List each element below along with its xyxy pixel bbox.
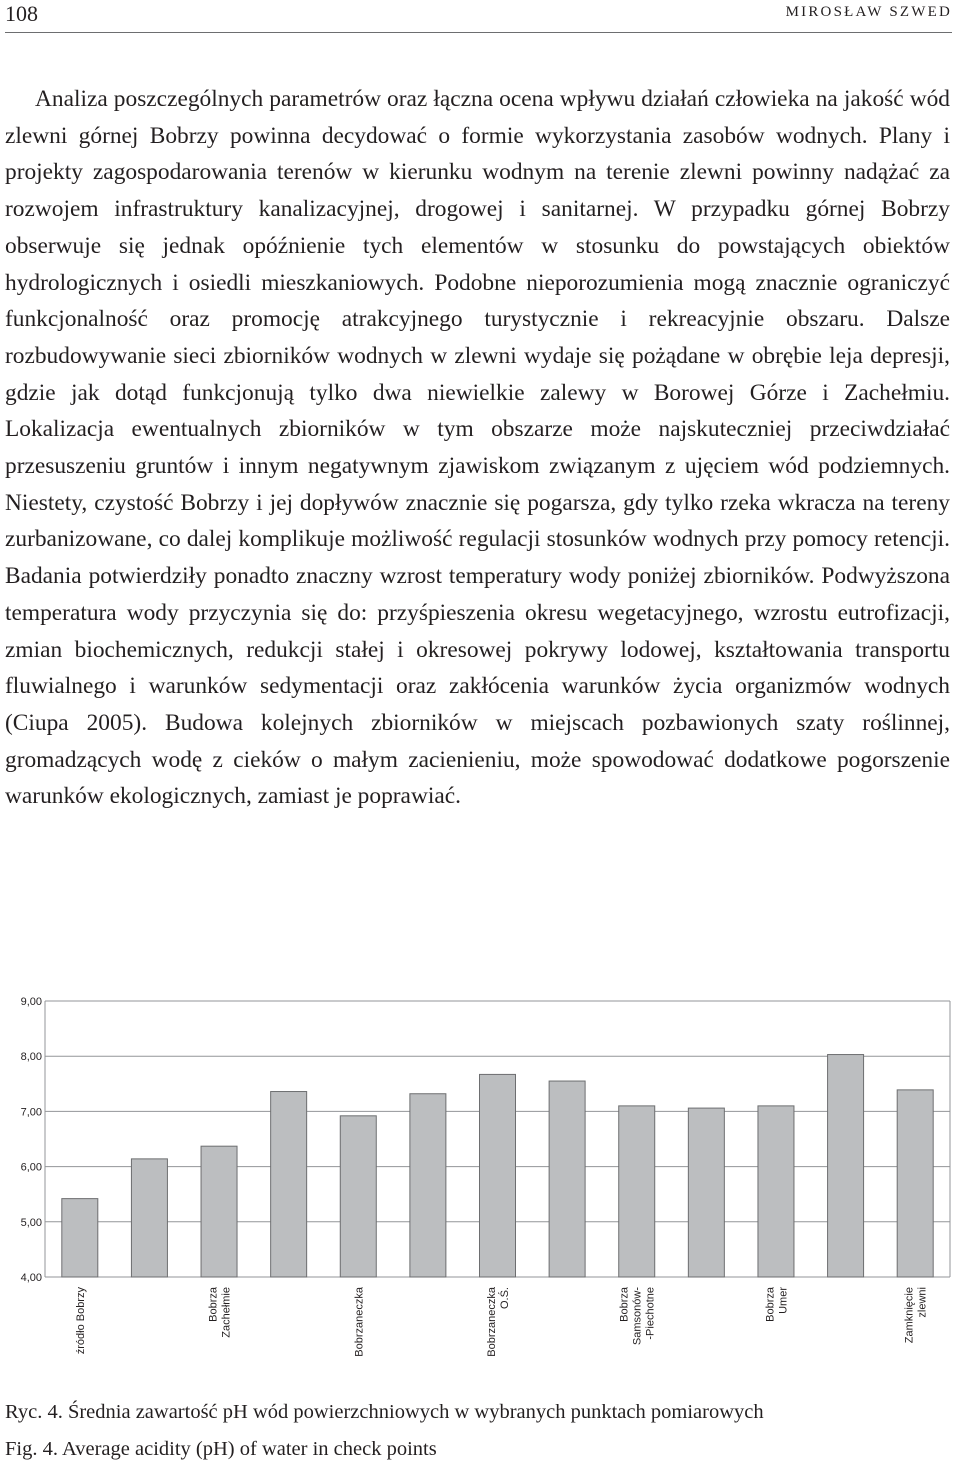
category-label: Bobrzaneczka [486,1287,498,1357]
running-head: MIROSŁAW SZWED [785,4,952,20]
y-tick-label: 6,00 [20,1161,42,1174]
bar [271,1092,307,1277]
category-label: Bobrza [764,1287,777,1322]
bar [131,1159,167,1277]
body-paragraph: Analiza poszczególnych parametrów oraz łączna ocena wpływu działań człowieka na jakość wód zlewni górnej Bobrzy powinna decydować o formie wykorzystania zasobów wodnych. Plany i projekty zagospodarowania terenów w kierunku wodnym na terenie zlewni powinny nadążać za rozwojem infrastruktury kanalizacyjnej, drogowej i sanitarnej. W przypadku górnej Bobrzy obserwuje się jednak opóźnienie tych elementów w stosunku do powstających obiektów hydrologicznych i osiedli mieszkaniowych. Podobne nieporozumienia mogą znacznie ograniczyć funkcjonalność oraz promocję atrakcyjnego turystycznie i rekreacyjnie obszaru. Dalsze rozbudowywanie sieci zbiorników wodnych w zlewni wydaje się pożądane w obrębie leja depresji, gdzie jak dotąd funkcjonują tylko dwa niewielkie zalewy w Borowej Górze i Zachełmiu. Lokalizacja ewentualnych zbiorników w tym obszarze może najskuteczniej przeciwdziałać przesuszeniu gruntów i innym negatywnym zjawiskom związanym z ujęciem wód podziemnych. Niestety, czystość Bobrzy i jej dopływów znacznie się pogarsza, gdy tylko rzeka wkracza na tereny zurbanizowane, co dalej komplikuje możliwość regulacji stosunków wodnych przy pomocy retencji. Badania potwierdziły ponadto znaczny wzrost temperatury wody poniżej zbiorników. Podwyższona temperatura wody przyczynia się do: przyśpieszenia okresu wegetacyjnego, wzrostu eutrofizacji, zmian biochemicznych, redukcji stałej i okresowej pokrywy lodowej, kształtowania transportu fluwialnego i warunków sedymentacji oraz zakłócenia warunków życia organizmów wodnych (Ciupa 2005). Budowa kolejnych zbiorników w miejscach pozbawionych szaty roślinnej, gromadzących wodę z cieków o małym zacienieniu, może spowodować dodatkowe pogorszenie warunków ekologicznych, zamiast je poprawiać. [5,86,950,810]
y-tick-label: 7,00 [20,1106,42,1119]
category-label: Zamknięcie [903,1287,916,1344]
page-header [5,0,952,33]
bar [410,1094,446,1277]
y-tick-label: 9,00 [20,996,42,1008]
category-label: Umer [777,1287,790,1314]
bar [62,1199,98,1277]
ph-bar-chart [0,990,960,1390]
category-label: zlewni [916,1287,929,1318]
bar [688,1108,724,1277]
y-tick-label: 8,00 [20,1051,42,1064]
category-label: Zachełmie [220,1287,233,1338]
category-label: Bobrzaneczka [353,1287,366,1357]
page-number: 108 [5,1,38,26]
bar [201,1146,237,1277]
category-label: źródło Bobrzy [74,1287,87,1355]
category-label: Bobrza [207,1287,220,1322]
figure-caption-english: Fig. 4. Average acidity (pH) of water in check points [5,1438,437,1460]
y-tick-label: 4,00 [20,1272,42,1284]
bar [549,1081,585,1277]
bar [828,1055,864,1277]
category-label: O.Ś. [499,1287,511,1310]
bar [619,1106,655,1277]
category-label: -Piechotne [644,1287,657,1340]
y-tick-label: 5,00 [20,1216,42,1229]
bar [758,1106,794,1277]
category-label: Bobrza [618,1287,631,1322]
bar [897,1090,933,1277]
category-label: Samsonów- [631,1287,644,1346]
bar [340,1116,376,1277]
figure-caption-polish: Ryc. 4. Średnia zawartość pH wód powierzchniowych w wybranych punktach pomiarowych [5,1401,764,1423]
bar [480,1074,516,1277]
